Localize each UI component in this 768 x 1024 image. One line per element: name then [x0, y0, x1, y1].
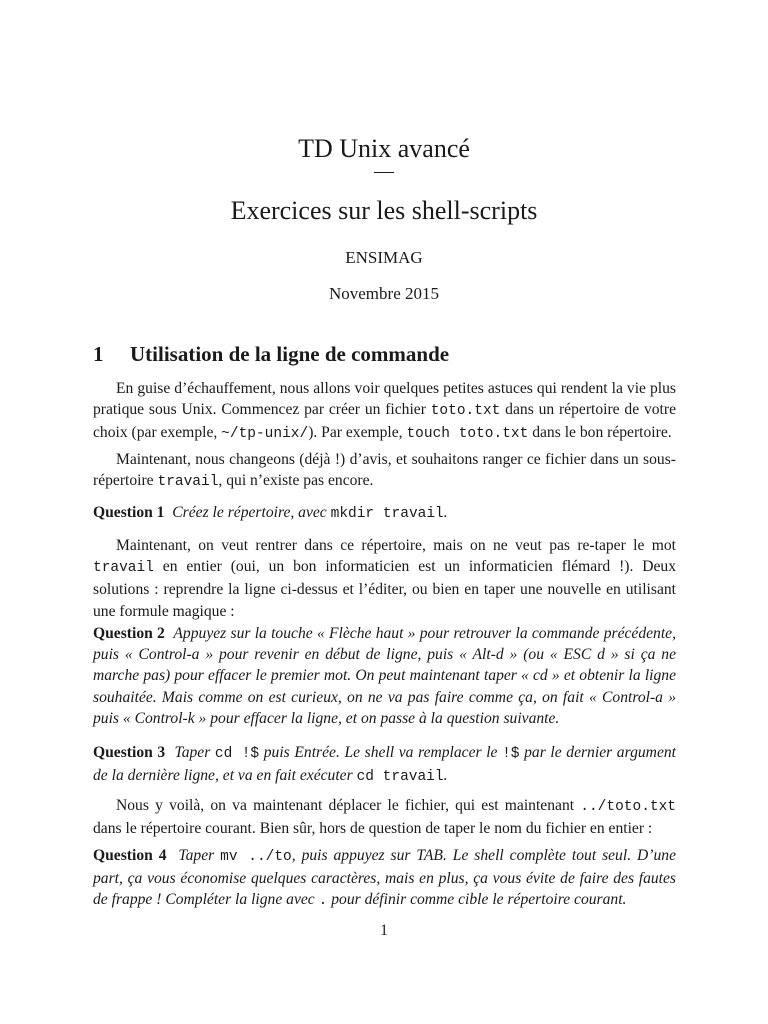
- question-4: [93, 845, 676, 913]
- section-title: Utilisation de la ligne de commande: [130, 342, 450, 366]
- paragraph-move-file: [93, 795, 676, 839]
- date: Novembre 2015: [328, 284, 439, 303]
- title-separator: —: [374, 160, 394, 182]
- text: dans un répertoire de votre choix (par exemple,: [93, 401, 676, 442]
- code: travail: [157, 474, 219, 491]
- question-label: Question 4: [93, 847, 167, 864]
- text: Créez le répertoire, avec: [172, 504, 331, 521]
- text: , puis appuyez sur TAB. Le shell complète tout seul. D’une part, ça vous économise quelques caractères, mais en plus, ça vous évite de faire des fautes de frappe ! Compléter la ligne avec: [93, 847, 676, 909]
- text: dans le répertoire courant. Bien sûr, hors de question de taper le nom du fichier en entier :: [93, 820, 653, 838]
- text: , qui n’existe pas encore.: [218, 472, 374, 490]
- paragraph-enter-directory: [93, 535, 676, 622]
- code: ../toto.txt: [580, 799, 676, 815]
- code: toto.txt: [430, 403, 501, 420]
- code: mv ../to: [220, 849, 292, 865]
- text: Nous y voilà, on va maintenant déplacer le fichier, qui est maintenant: [116, 797, 581, 814]
- section-number: 1: [93, 342, 104, 366]
- code: ~/tp-unix/: [221, 426, 309, 443]
- text: dans le bon répertoire.: [528, 424, 672, 442]
- code: cd travail: [356, 769, 444, 786]
- code: travail: [93, 560, 154, 577]
- code: mkdir travail: [330, 506, 444, 522]
- text: pour définir comme cible le répertoire courant.: [327, 891, 627, 909]
- code: .: [318, 893, 328, 910]
- text: .: [443, 767, 448, 785]
- question-text: Appuyez sur la touche « Flèche haut » pour retrouver la commande précédente, puis « Control-a » pour revenir en début de ligne, puis « Alt-d » (ou « ESC d » si ça ne marche pas) pour effacer le premier mot. On peut maintenant taper « cd » et obtenir la ligne souhaitée. Mais comme on est curieux, on ne va pas faire comme ça, on fait « Control-a » puis « Control-k » pour effacer la ligne, et on passe à la question suivante.: [93, 625, 677, 727]
- code: cd !$: [214, 746, 260, 762]
- text: .: [443, 504, 448, 521]
- document-title: TD Unix avancé: [298, 134, 470, 163]
- text: En guise d’échauffement, nous allons voir quelques petites astuces qui rendent la vie plus pratique sous Unix. Commencez par créer un fichier: [93, 380, 676, 419]
- section-heading: [93, 342, 449, 367]
- question-label: Question 1: [93, 504, 165, 521]
- question-label: Question 3: [93, 744, 166, 761]
- question-1: [93, 502, 676, 525]
- text: en entier (oui, un bon informaticien est un informaticien flémard !). Deux solutions : reprendre la ligne ci-dessus et l’éditer, ou bien en taper une nouvelle en utilisant une formule magique :: [93, 558, 676, 620]
- text: Taper: [174, 744, 215, 761]
- text: Maintenant, nous changeons (déjà !) d’avis, et souhaitons ranger ce fichier dans un sous-répertoire: [93, 451, 676, 490]
- paragraph-intro: [93, 378, 676, 446]
- code: touch toto.txt: [406, 426, 529, 443]
- paragraph-change-mind: [93, 449, 676, 493]
- author: ENSIMAG: [345, 248, 423, 267]
- text: par le dernier argument de la dernière ligne, et va en fait exécuter: [93, 744, 676, 785]
- text: Taper: [178, 847, 221, 864]
- question-3: [93, 742, 676, 788]
- text: puis Entrée. Le shell va remplacer le: [259, 744, 503, 761]
- text: ). Par exemple,: [308, 424, 407, 442]
- code: !$: [502, 746, 520, 762]
- text: Maintenant, on veut rentrer dans ce répertoire, mais on ne veut pas re-taper le mot: [116, 537, 676, 554]
- document-subtitle: Exercices sur les shell-scripts: [230, 196, 538, 225]
- page-number: 1: [380, 922, 388, 939]
- question-2: [93, 623, 676, 729]
- question-label: Question 2: [93, 625, 165, 642]
